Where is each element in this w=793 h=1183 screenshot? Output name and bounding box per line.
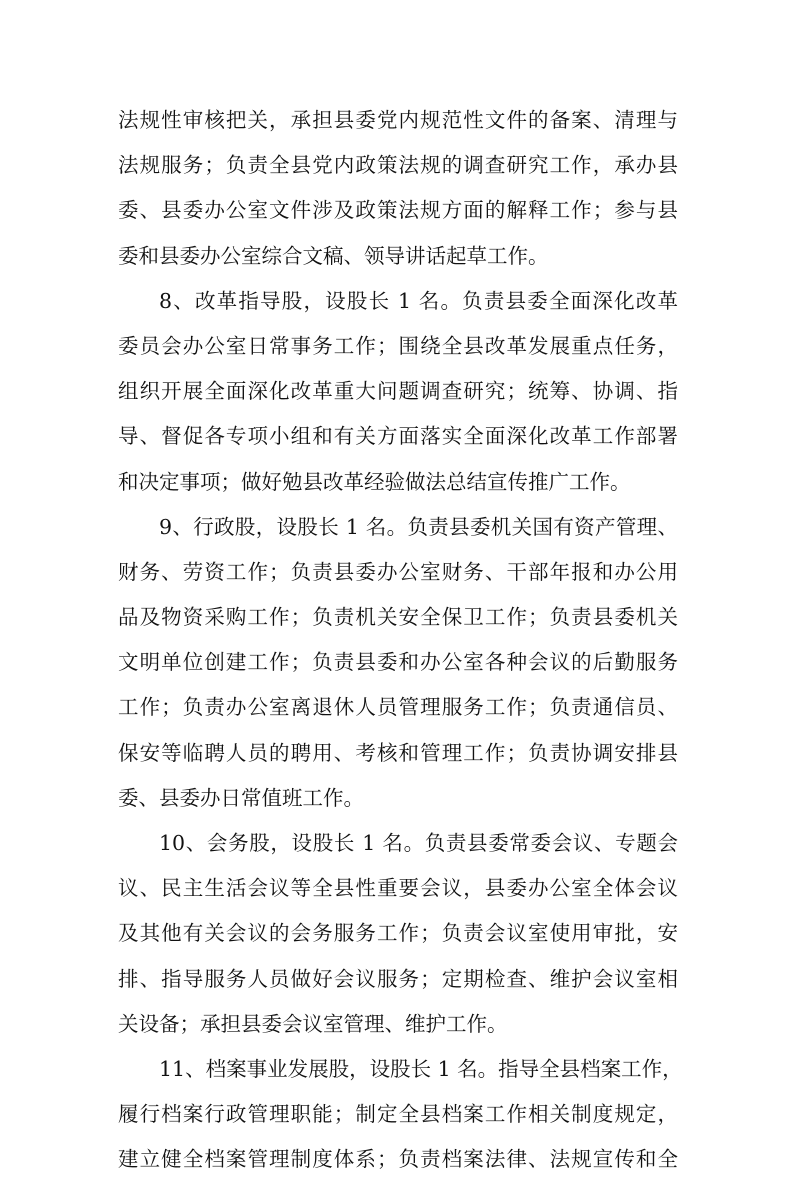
text-line: 法规性审核把关，承担县委党内规范性文件的备案、清理与 [118, 108, 678, 132]
section-11-heading-line: 11、档案事业发展股，设股长 1 名。指导全县档案工作， [159, 1056, 683, 1081]
text-line: 履行档案行政管理职能；制定全县档案工作相关制度规定， [118, 1102, 678, 1127]
text-line: 关设备；承担县委会议室管理、维护工作。 [118, 1011, 508, 1036]
section-8-heading-line: 8、改革指导股，设股长 1 名。负责县委全面深化改革 [159, 288, 678, 313]
text-line: 和决定事项；做好勉县改革经验做法总结宣传推广工作。 [118, 469, 631, 494]
text-line: 委、县委办公室文件涉及政策法规方面的解释工作；参与县 [118, 198, 678, 223]
section-10-heading-line: 10、会务股，设股长 1 名。负责县委常委会议、专题会 [159, 831, 678, 855]
text-line: 工作；负责办公室离退休人员管理服务工作；负责通信员、 [118, 695, 678, 720]
text-line: 委员会办公室日常事务工作；围绕全县改革发展重点任务， [118, 333, 678, 358]
section-9-heading-line: 9、行政股，设股长 1 名。负责县委机关国有资产管理、 [159, 514, 678, 539]
text-line: 议、民主生活会议等全县性重要会议，县委办公室全体会议 [118, 876, 678, 901]
text-line: 组织开展全面深化改革重大问题调查研究；统筹、协调、指 [118, 379, 678, 404]
text-line: 委和县委办公室综合文稿、领导讲话起草工作。 [118, 243, 549, 268]
text-line: 财务、劳资工作；负责县委办公室财务、干部年报和办公用 [118, 559, 678, 584]
text-line: 法规服务；负责全县党内政策法规的调查研究工作，承办县 [118, 153, 678, 178]
text-line: 委、县委办日常值班工作。 [118, 785, 364, 810]
text-line: 导、督促各专项小组和有关方面落实全面深化改革工作部署 [118, 424, 678, 449]
text-line: 及其他有关会议的会务服务工作；负责会议室使用审批，安 [118, 921, 678, 946]
text-line: 建立健全档案管理制度体系；负责档案法律、法规宣传和全 [118, 1147, 678, 1172]
text-line: 排、指导服务人员做好会议服务；定期检查、维护会议室相 [118, 966, 678, 991]
text-line: 文明单位创建工作；负责县委和办公室各种会议的后勤服务 [118, 650, 678, 675]
text-line: 品及物资采购工作；负责机关安全保卫工作；负责县委机关 [118, 605, 678, 630]
document-body [118, 98, 683, 1183]
text-line: 保安等临聘人员的聘用、考核和管理工作；负责协调安排县 [118, 740, 678, 765]
